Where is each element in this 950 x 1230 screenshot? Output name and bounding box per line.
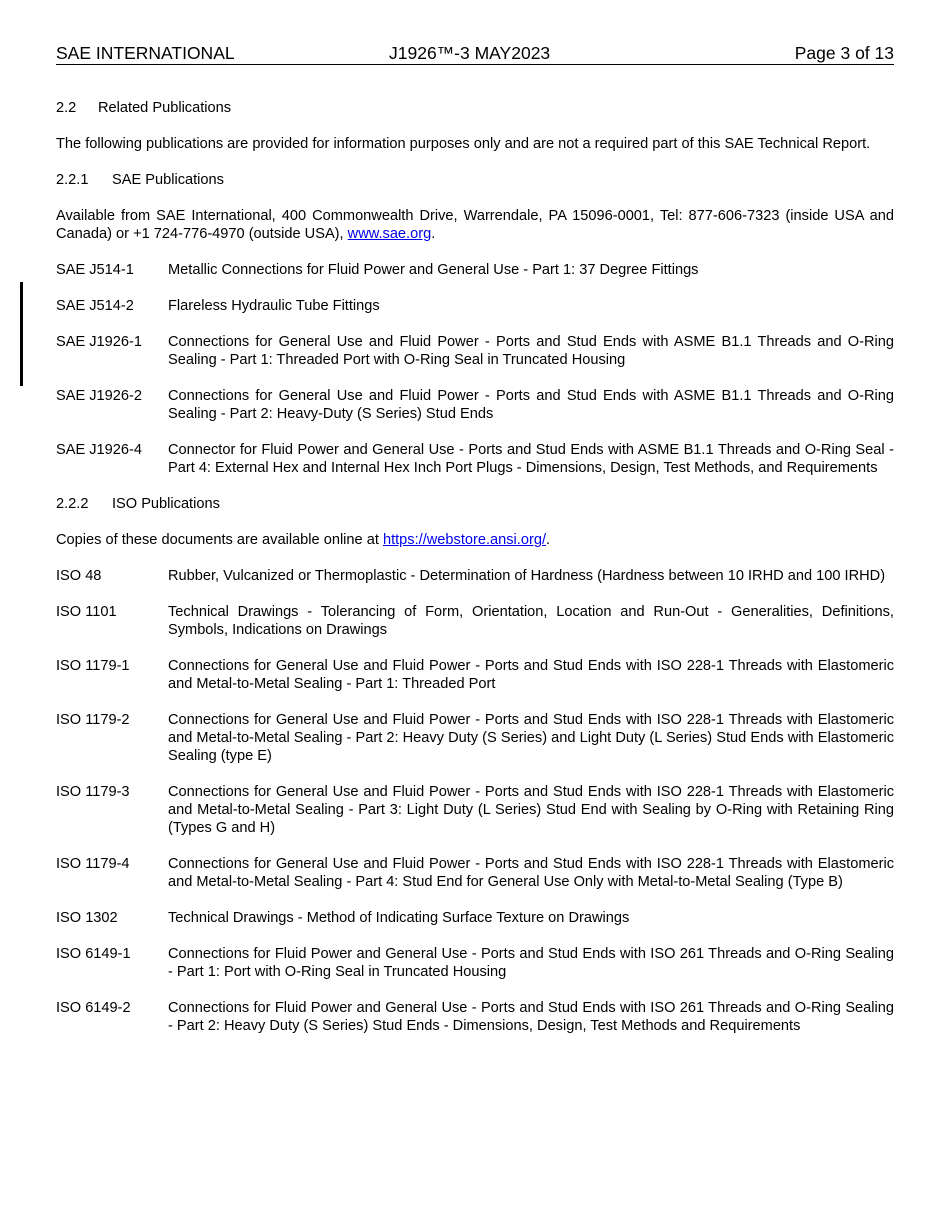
section-title: ISO Publications bbox=[112, 496, 220, 512]
header-org: SAE INTERNATIONAL bbox=[56, 43, 235, 63]
reference-code: ISO 1302 bbox=[56, 910, 118, 926]
reference-title: Connections for General Use and Fluid Power - Ports and Stud Ends with ISO 228-1 Threads with Elastomeric and Metal-to-Metal Sealing - Part 4: Stud End for General Use Only with Metal-to-Metal Sealing (Type B) bbox=[168, 856, 894, 890]
sae-availability-paragraph: Available from SAE International, 400 Commonwealth Drive, Warrendale, PA 15096-0001, Tel: 877-606-7323 (inside USA and Canada) or +1 724-776-4970 (outside USA), www.sae.org. bbox=[56, 208, 894, 242]
reference-code: SAE J1926-2 bbox=[56, 388, 142, 404]
reference-code: ISO 6149-2 bbox=[56, 1000, 131, 1016]
reference-code: ISO 1101 bbox=[56, 604, 117, 620]
reference-entry bbox=[56, 387, 894, 423]
reference-entry bbox=[56, 297, 894, 315]
reference-entry bbox=[56, 711, 894, 765]
section-title: Related Publications bbox=[98, 100, 232, 116]
section-number: 2.2.1 bbox=[56, 172, 89, 188]
section-heading-2-2-1 bbox=[56, 171, 894, 189]
reference-entry bbox=[56, 603, 894, 639]
reference-entry bbox=[56, 909, 894, 927]
reference-title: Metallic Connections for Fluid Power and General Use - Part 1: 37 Degree Fittings bbox=[168, 262, 699, 278]
section-heading-2-2-2 bbox=[56, 495, 894, 513]
reference-code: SAE J514-1 bbox=[56, 262, 134, 278]
reference-code: ISO 48 bbox=[56, 568, 102, 584]
ansi-webstore-link[interactable]: https://webstore.ansi.org/ bbox=[382, 532, 546, 548]
reference-entry bbox=[56, 855, 894, 891]
revision-change-bar bbox=[20, 282, 23, 386]
section-intro-paragraph: The following publications are provided for information purposes only and are not a required part of this SAE Technical Report. bbox=[56, 136, 871, 152]
reference-title: Rubber, Vulcanized or Thermoplastic - Determination of Hardness (Hardness between 10 IRHD and 100 IRHD) bbox=[168, 568, 886, 584]
iso-availability-paragraph: Copies of these documents are available online at https://webstore.ansi.org/. bbox=[56, 532, 551, 548]
section-title: SAE Publications bbox=[112, 172, 224, 188]
iso-reference-list bbox=[56, 567, 894, 1035]
sae-reference-list bbox=[56, 261, 894, 477]
reference-entry bbox=[56, 567, 894, 585]
reference-entry bbox=[56, 945, 894, 981]
reference-title: Connections for General Use and Fluid Power - Ports and Stud Ends with ISO 228-1 Threads with Elastomeric and Metal-to-Metal Sealing - Part 1: Threaded Port bbox=[168, 658, 894, 692]
section-number: 2.2.2 bbox=[56, 496, 89, 512]
reference-title: Flareless Hydraulic Tube Fittings bbox=[168, 298, 380, 314]
availability-text: Available from SAE International, 400 Commonwealth Drive, Warrendale, PA 15096-0001, Tel: 877-606-7323 (inside USA and Canada) or +1 724-776-4970 (outside USA), bbox=[56, 208, 894, 242]
reference-entry bbox=[56, 261, 894, 279]
availability-text: Copies of these documents are available online at bbox=[56, 532, 383, 548]
reference-entry bbox=[56, 783, 894, 837]
reference-code: SAE J1926-4 bbox=[56, 442, 142, 458]
sae-website-link[interactable]: www.sae.org bbox=[347, 226, 432, 242]
header-page-number: Page 3 of 13 bbox=[794, 43, 894, 63]
reference-title: Technical Drawings - Tolerancing of Form, Orientation, Location and Run-Out - Generalities, Definitions, Symbols, Indications on Drawings bbox=[168, 604, 894, 638]
reference-code: SAE J514-2 bbox=[56, 298, 134, 314]
section-number: 2.2 bbox=[56, 100, 77, 116]
reference-entry bbox=[56, 441, 894, 477]
document-page bbox=[56, 43, 894, 1035]
reference-entry bbox=[56, 333, 894, 369]
reference-title: Connections for Fluid Power and General Use - Ports and Stud Ends with ISO 261 Threads and O-Ring Sealing - Part 1: Port with O-Ring Seal in Truncated Housing bbox=[168, 946, 894, 980]
reference-entry bbox=[56, 999, 894, 1035]
reference-title: Technical Drawings - Method of Indicating Surface Texture on Drawings bbox=[168, 910, 630, 926]
reference-code: SAE J1926-1 bbox=[56, 334, 142, 350]
reference-title: Connections for General Use and Fluid Power - Ports and Stud Ends with ASME B1.1 Threads and O-Ring Sealing - Part 1: Threaded Port with O-Ring Seal in Truncated Housing bbox=[168, 334, 894, 368]
reference-title: Connections for General Use and Fluid Power - Ports and Stud Ends with ISO 228-1 Threads with Elastomeric and Metal-to-Metal Sealing - Part 2: Heavy Duty (S Series) and Light Duty (L Series) Stud Ends with Elastomeric Sealing (type E) bbox=[168, 712, 894, 764]
reference-title: Connections for General Use and Fluid Power - Ports and Stud Ends with ISO 228-1 Threads with Elastomeric and Metal-to-Metal Sealing - Part 3: Light Duty (L Series) Stud End with Sealing by O-Ring with Retaining Ring (Types G and H) bbox=[168, 784, 894, 836]
page-header bbox=[56, 43, 894, 65]
section-heading-2-2 bbox=[56, 99, 894, 117]
reference-entry bbox=[56, 657, 894, 693]
header-doc-id: J1926™-3 MAY2023 bbox=[389, 43, 551, 63]
reference-code: ISO 6149-1 bbox=[56, 946, 131, 962]
reference-title: Connections for Fluid Power and General Use - Ports and Stud Ends with ISO 261 Threads and O-Ring Sealing - Part 2: Heavy Duty (S Series) Stud Ends - Dimensions, Design, Test Methods and Requirements bbox=[168, 1000, 894, 1034]
reference-code: ISO 1179-1 bbox=[56, 658, 130, 674]
reference-title: Connector for Fluid Power and General Use - Ports and Stud Ends with ASME B1.1 Threads and O-Ring Seal - Part 4: External Hex and Internal Hex Inch Port Plugs - Dimensions, Design, Test Methods, and Requirements bbox=[168, 442, 894, 476]
reference-code: ISO 1179-2 bbox=[56, 712, 130, 728]
reference-code: ISO 1179-3 bbox=[56, 784, 130, 800]
reference-code: ISO 1179-4 bbox=[56, 856, 130, 872]
reference-title: Connections for General Use and Fluid Power - Ports and Stud Ends with ASME B1.1 Threads and O-Ring Sealing - Part 2: Heavy-Duty (S Series) Stud Ends bbox=[168, 388, 894, 422]
